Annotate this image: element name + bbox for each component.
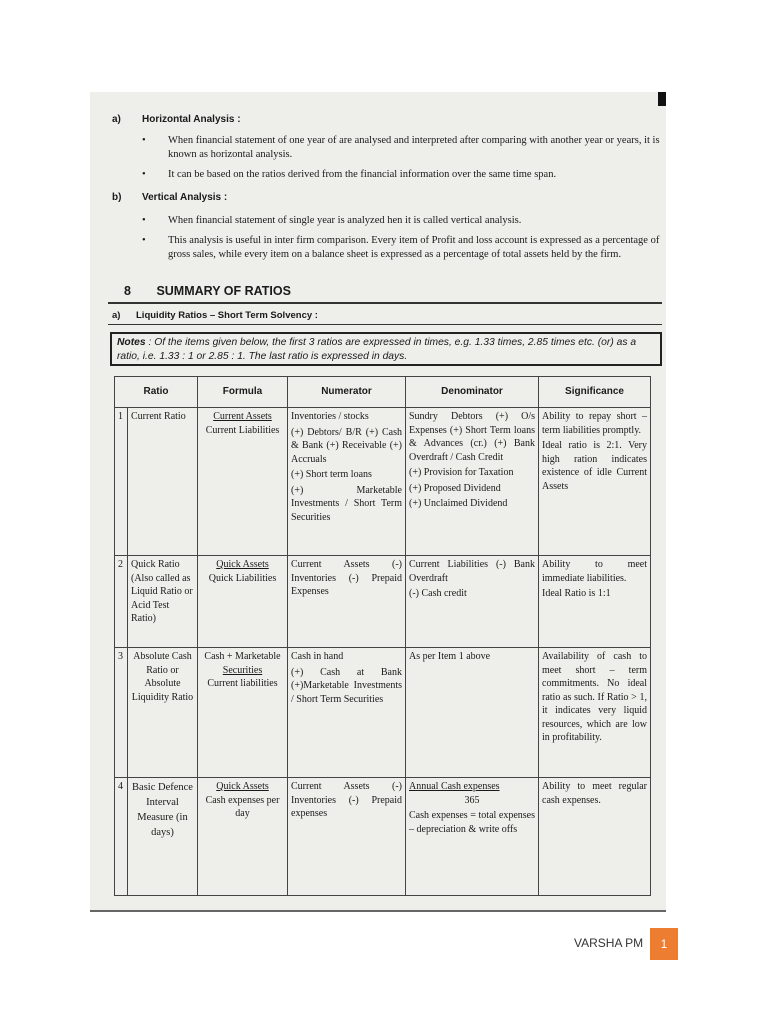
numerator: Inventories / stocks (+) Debtors/ B/R (+) Cash & Bank (+) Receivable (+) Accruals (+) Short term loans (+) Marketable Investments / Short Term Securities: [288, 408, 406, 556]
section-a-heading: Horizontal Analysis :: [142, 114, 241, 125]
row-number: 2: [115, 556, 128, 648]
page-bottom-edge: [90, 910, 666, 912]
page-number-badge: 1: [650, 928, 678, 960]
numerator: Current Assets (-) Inventories (-) Prepaid Expenses: [288, 556, 406, 648]
section-b-label: b): [112, 192, 122, 203]
header-ratio: Ratio: [115, 377, 198, 408]
divider: [108, 302, 662, 304]
notes-text: : Of the items given below, the first 3 ratios are expressed in times, e.g. 1.33 times, 2.85 times etc. (or) as a ratio, i.e. 1.33 : 1 or 2.85 : 1. The last ratio is expressed in days.: [117, 337, 637, 362]
table-row: [115, 648, 651, 778]
significance: Availability of cash to meet short – term commitments. No ideal ratio as such. If Ratio > 1, it indicates very liquid resources, which are low in profitability.: [539, 648, 651, 778]
table-row: [115, 408, 651, 556]
liquidity-label: a): [112, 310, 121, 321]
summary-heading: 8 SUMMARY OF RATIOS: [124, 284, 291, 298]
significance: Ability to meet regular cash expenses.: [539, 778, 651, 896]
table-row: [115, 778, 651, 896]
page-edge-shadow: [658, 92, 666, 106]
numerator: Cash in hand (+) Cash at Bank (+)Marketable Investments / Short Term Securities: [288, 648, 406, 778]
footer-author: VARSHA PM: [574, 936, 644, 950]
scanned-page: a) Horizontal Analysis : • When financial statement of one year of are analysed and interpreted after comparing with another year or years, it is known as horizontal analysis. • It can be based on the ratios derived from the financial information over the same time span. b) Vertical Analysis : • When financial statement of single year is analyzed hen it is called vertical analysis. • This analysis is useful in inter firm comparison. Every item of Profit and loss account is expressed as a percentage of gross sales, while every item on a balance sheet is expressed as a percentage of total assets held by the firm. 8 SUMMARY OF RATIOS a) Liquidity Ratios – Short Term Solvency : Notes : Of the items given below, the first 3 ratios are expressed in times, e.g. 1.33 times, 2.85 times etc. (or) as a ratio, i.e. 1.33 : 1 or 2.85 : 1. The last ratio is expressed in days. Ratio Formula Numerator Denominator Significance 1 Current Ratio Current Assets Current Liabilities Inventories / stocks (+) Debtors/ B/R (+) Cash & Bank (+) Receivable (+) Accruals (+) Short term loans (+) Marketable Investments / Short Term Securities Sundry Debtors (+) O/s Expenses (+) Short Term loans & Advances (cr.) (+) Bank Overdraft / Cash Credit (+) Provision for Taxation (+) Proposed Dividend (+) Unclaimed Dividend Ability to repay short – term liabilities promptly. Ideal ratio is 2:1. Very high ration indicates existence of idle Current Assets 2 Quick Ratio (Also called as Liquid Ratio or Acid Test Ratio) Quick Assets Quick Liabilities Current Assets (-) Inventories (-) Prepaid Expenses Current Liabilities (-) Bank Overdraft (-) Cash credit Ability to meet immediate liabilities. Ideal Ratio is 1:1 3 Absolute Cash Ratio or Absolute Liquidity Ratio Cash + Marketable Securities Current liabilities Cash in hand (+) Cash at Bank (+)Marketable Investments / Short Term Securities As per Item 1 above Availability of cash to meet short – term commitments. No ideal ratio as such. If Ratio > 1, it indicates very liquid resources, which are low in profitability. 4 Basic Defence Interval Measure (in days) Quick Assets Cash expenses per day Current Assets (-) Inventories (-) Prepaid expenses Annual Cash expenses 365 Cash expenses = total expenses – depreciation & write offs Ability to meet regular cash expenses.: [90, 92, 666, 912]
ratio-name: Current Ratio: [128, 408, 198, 556]
significance: Ability to repay short – term liabilities promptly. Ideal ratio is 2:1. Very high ration indicates existence of idle Current Assets: [539, 408, 651, 556]
numerator: Current Assets (-) Inventories (-) Prepaid expenses: [288, 778, 406, 896]
denominator: Current Liabilities (-) Bank Overdraft (-) Cash credit: [406, 556, 539, 648]
liquidity-heading: Liquidity Ratios – Short Term Solvency :: [136, 310, 318, 321]
formula: Quick Assets Cash expenses per day: [198, 778, 288, 896]
denominator: Annual Cash expenses 365 Cash expenses = total expenses – depreciation & write offs: [406, 778, 539, 896]
table-row: [115, 556, 651, 648]
notes-box: [110, 332, 662, 366]
header-denominator: Denominator: [406, 377, 539, 408]
header-formula: Formula: [198, 377, 288, 408]
section-b-heading: Vertical Analysis :: [142, 192, 228, 203]
notes-label: Notes: [117, 337, 146, 348]
divider: [108, 324, 662, 325]
ratio-name: Absolute Cash Ratio or Absolute Liquidity Ratio: [128, 648, 198, 778]
denominator: As per Item 1 above: [406, 648, 539, 778]
significance: Ability to meet immediate liabilities. Ideal Ratio is 1:1: [539, 556, 651, 648]
denominator: Sundry Debtors (+) O/s Expenses (+) Short Term loans & Advances (cr.) (+) Bank Overdraft / Cash Credit (+) Provision for Taxation (+) Proposed Dividend (+) Unclaimed Dividend: [406, 408, 539, 556]
section-a-label: a): [112, 114, 121, 125]
row-number: 1: [115, 408, 128, 556]
row-number: 3: [115, 648, 128, 778]
ratios-table: [114, 376, 651, 896]
table-header-row: [115, 377, 651, 408]
formula: Cash + Marketable Securities Current liabilities: [198, 648, 288, 778]
header-numerator: Numerator: [288, 377, 406, 408]
ratio-name: Basic Defence Interval Measure (in days): [128, 778, 198, 896]
formula: Current Assets Current Liabilities: [198, 408, 288, 556]
row-number: 4: [115, 778, 128, 896]
formula: Quick Assets Quick Liabilities: [198, 556, 288, 648]
header-significance: Significance: [539, 377, 651, 408]
ratio-name: Quick Ratio (Also called as Liquid Ratio or Acid Test Ratio): [128, 556, 198, 648]
